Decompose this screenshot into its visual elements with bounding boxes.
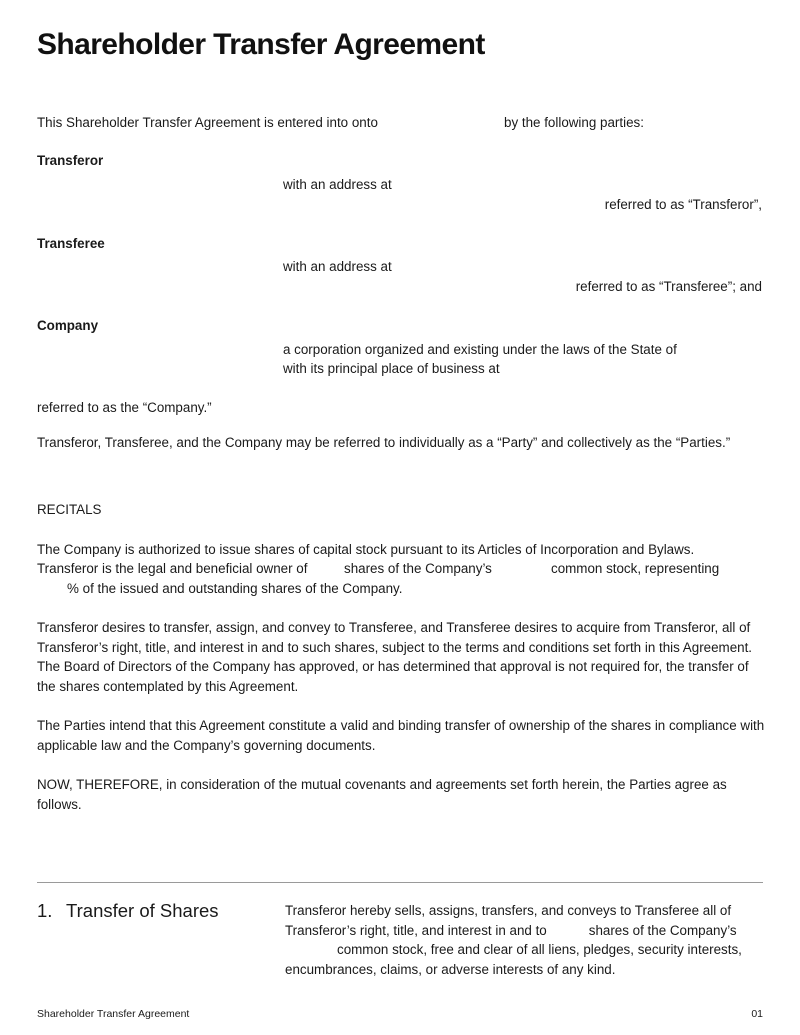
recital-1-line-3: % of the issued and outstanding shares of the Company. (67, 581, 403, 596)
recital-3: The Parties intend that this Agreement constitute a valid and binding transfer of ownership of the shares in compliance with applicable law and the Company’s governing documents. (37, 718, 765, 753)
section-1-body (285, 901, 755, 979)
company-heading: Company (37, 318, 99, 333)
recital-1-line-1: The Company is authorized to issue shares of capital stock pursuant to its Articles of Incorporation and Bylaws. (37, 542, 695, 557)
section-1-line-4: encumbrances, claims, or adverse interests of any kind. (285, 961, 616, 977)
company-business-line: with its principal place of business at (283, 361, 500, 376)
company-incorporation-line: a corporation organized and existing under the laws of the State of (283, 342, 677, 357)
parties-collective-text: Transferor, Transferee, and the Company may be referred to individually as a “Party” and collectively as the “Parties.” (37, 435, 731, 450)
recital-1-line-2a: Transferor is the legal and beneficial owner of (37, 561, 308, 576)
transferee-address-label: with an address at (283, 259, 392, 274)
recital-1-line-2c: common stock, representing (551, 561, 720, 576)
footer-document-name: Shareholder Transfer Agreement (37, 1008, 190, 1020)
section-1-line-2b: shares of the Company’s (588, 922, 737, 938)
section-1-line-3: common stock, free and clear of all liens, pledges, security interests, (337, 942, 742, 958)
transferor-heading: Transferor (37, 153, 104, 168)
section-1-line-2 (285, 921, 755, 941)
company-referred: referred to as the “Company.” (37, 400, 212, 415)
recital-4: NOW, THEREFORE, in consideration of the mutual covenants and agreements set forth herein, the Parties agree as follows. (37, 777, 727, 812)
section-1-title: Transfer of Shares (66, 900, 219, 921)
recital-2: Transferor desires to transfer, assign, and convey to Transferee, and Transferee desires to acquire from Transferor, all of Transferor’s right, title, and interest in and to such shares, subject to the terms and conditions set forth in this Agreement. The Board of Directors of the Company has approved, or has determined that approval is not required for, the transfer of the shares contemplated by this Agreement. (37, 620, 753, 694)
section-1-line-2a: Transferor’s right, title, and interest in and to (285, 922, 547, 938)
transferee-heading: Transferee (37, 236, 105, 251)
intro-text-continued: by the following parties: (504, 115, 644, 130)
section-1-number: 1. (37, 900, 53, 921)
transferor-address-label: with an address at (283, 177, 392, 192)
transferee-referred: referred to as “Transferee”; and (575, 279, 762, 294)
footer-page-number: 01 (751, 1008, 763, 1020)
intro-text: This Shareholder Transfer Agreement is entered into onto (37, 115, 378, 130)
page-title: Shareholder Transfer Agreement (37, 28, 485, 61)
section-1-line-1: Transferor hereby sells, assigns, transfers, and conveys to Transferee all of (285, 903, 732, 918)
recitals-heading: RECITALS (37, 502, 102, 517)
section-divider (37, 882, 763, 883)
transferor-referred: referred to as “Transferor”, (604, 197, 762, 212)
recital-1-line-2b: shares of the Company’s (344, 561, 492, 576)
